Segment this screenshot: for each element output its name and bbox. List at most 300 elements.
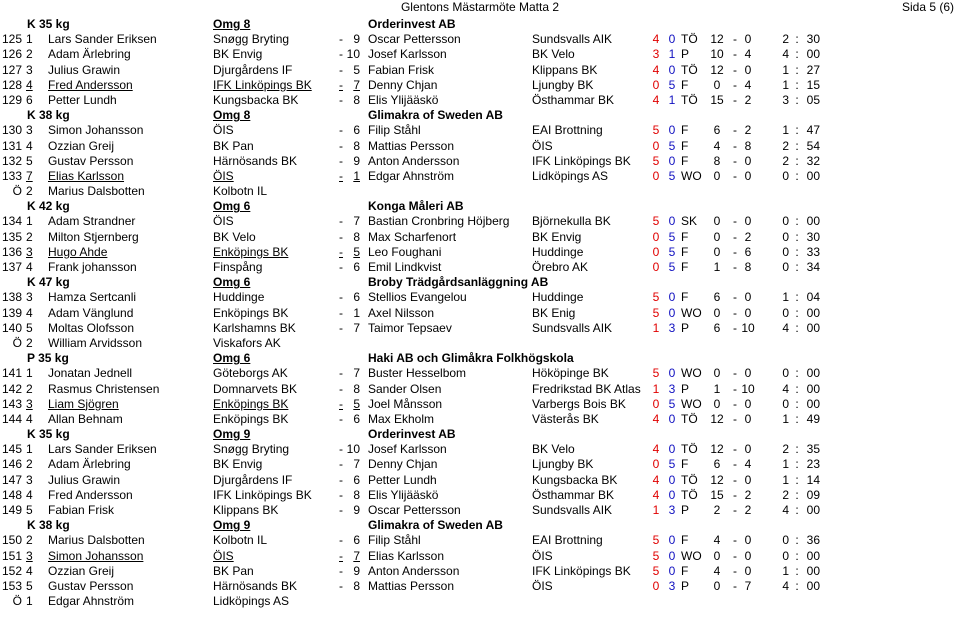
wrestler2-number: 8: [353, 381, 360, 396]
result-code: WO: [681, 305, 702, 320]
match-number: 151: [2, 548, 23, 563]
wrestler2-name: Josef Karlsson: [368, 47, 447, 62]
score-1: 0: [713, 578, 721, 593]
versus-dash: -: [339, 260, 343, 274]
wrestler2-name: Denny Chjan: [368, 77, 438, 92]
weight-class: K 47 kg: [27, 275, 70, 290]
classification-points-1: 5: [652, 290, 660, 305]
versus-dash: -: [339, 32, 343, 47]
classification-points-1: 0: [652, 168, 660, 183]
versus-dash: -: [339, 123, 343, 138]
wrestler2-number: 6: [353, 411, 360, 426]
score-dash: -: [733, 442, 737, 457]
wrestler2-number: 7: [353, 77, 360, 92]
wrestler1-club: Härnösands BK: [213, 153, 298, 168]
score-1: 12: [710, 472, 724, 487]
classification-points-1: 4: [652, 92, 660, 107]
classification-points-2: 5: [668, 457, 676, 472]
round-label: Omg 6: [213, 275, 251, 290]
wrestler1-name: Elias Karlsson: [48, 168, 125, 183]
result-code: F: [681, 563, 689, 578]
time-seconds: 00: [806, 47, 820, 62]
match-number: 147: [2, 472, 23, 487]
wrestler2-name: Elis Ylijääskö: [368, 487, 439, 502]
wrestler1-name: Hamza Sertcanli: [48, 290, 137, 305]
score-2: 0: [744, 290, 752, 305]
score-1: 12: [710, 411, 724, 426]
wrestler1-name: Hugo Ahde: [48, 244, 108, 259]
wrestler2-name: Buster Hesselbom: [368, 366, 467, 381]
time-seconds: 34: [806, 260, 820, 274]
wrestler1-name: Julius Grawin: [48, 62, 121, 77]
classification-points-2: 0: [668, 472, 676, 487]
sponsor-label: Haki AB och Glimåkra Folkhögskola: [368, 351, 574, 366]
classification-points-1: 4: [652, 442, 660, 457]
wrestler2-name: Axel Nilsson: [368, 305, 435, 320]
sponsor-label: Broby Trädgårdsanläggning AB: [368, 275, 549, 290]
wrestler2-number: 5: [353, 396, 360, 411]
classification-points-1: 0: [652, 457, 660, 472]
time-colon: :: [795, 457, 799, 472]
time-minutes: 0: [782, 260, 789, 274]
time-minutes: 1: [782, 62, 789, 77]
time-colon: :: [795, 442, 799, 457]
versus-dash: -: [339, 381, 343, 396]
wrestler1-number: 2: [26, 335, 33, 350]
classification-points-2: 1: [668, 92, 676, 107]
time-minutes: 1: [782, 411, 789, 426]
round-label: Omg 8: [213, 108, 251, 123]
classification-points-1: 5: [652, 563, 660, 578]
versus-dash: -: [339, 366, 343, 381]
wrestler1-club: Lidköpings AS: [213, 594, 290, 609]
category-header: [0, 17, 960, 32]
time-colon: :: [795, 138, 799, 153]
classification-points-2: 0: [668, 153, 676, 168]
time-colon: :: [795, 123, 799, 138]
classification-points-2: 0: [668, 533, 676, 548]
score-1: 8: [713, 153, 721, 168]
classification-points-1: 0: [652, 229, 660, 244]
result-code: F: [681, 153, 689, 168]
wrestler1-club: Enköpings BK: [213, 305, 289, 320]
wrestler2-name: Filip Ståhl: [368, 533, 421, 548]
wrestler1-name: Jonatan Jednell: [48, 366, 133, 381]
sponsor-label: Glimakra of Sweden AB: [368, 518, 503, 533]
result-code: TÖ: [681, 92, 698, 107]
score-2: 0: [744, 32, 752, 47]
bye-row: [0, 184, 960, 199]
result-code: TÖ: [681, 487, 698, 502]
wrestler1-club: ÖIS: [213, 548, 234, 563]
time-seconds: 00: [806, 563, 820, 578]
classification-points-2: 3: [668, 320, 676, 335]
classification-points-1: 1: [652, 503, 660, 517]
time-colon: :: [795, 563, 799, 578]
versus-dash: -: [339, 487, 343, 502]
time-colon: :: [795, 472, 799, 487]
wrestler1-club: Snøgg Bryting: [213, 32, 290, 47]
versus-dash: -: [339, 168, 343, 183]
score-2: 0: [744, 168, 752, 183]
time-minutes: 0: [782, 244, 789, 259]
match-row: [0, 473, 960, 488]
match-row: [0, 457, 960, 472]
result-code: F: [681, 533, 689, 548]
time-minutes: 3: [782, 92, 789, 107]
wrestler2-name: Max Scharfenort: [368, 229, 457, 244]
wrestler1-club: Kolbotn IL: [213, 184, 268, 199]
match-number: 146: [2, 457, 23, 472]
classification-points-2: 3: [668, 381, 676, 396]
score-1: 12: [710, 62, 724, 77]
wrestler2-club: Kungsbacka BK: [532, 472, 618, 487]
classification-points-2: 0: [668, 32, 676, 47]
wrestler1-number: 2: [26, 457, 33, 472]
match-number: 141: [2, 366, 23, 381]
score-dash: -: [733, 503, 737, 517]
time-minutes: 1: [782, 563, 789, 578]
match-number: 138: [2, 290, 23, 305]
score-dash: -: [733, 290, 737, 305]
classification-points-2: 0: [668, 563, 676, 578]
round-label: Omg 6: [213, 351, 251, 366]
match-row: [0, 412, 960, 427]
wrestler1-name: Marius Dalsbotten: [48, 184, 145, 199]
versus-dash: -: [339, 214, 343, 229]
versus-dash: -: [339, 396, 343, 411]
result-code: P: [681, 578, 690, 593]
classification-points-1: 1: [652, 381, 660, 396]
score-dash: -: [733, 457, 737, 472]
wrestler1-number: 3: [26, 244, 33, 259]
result-code: TÖ: [681, 62, 698, 77]
classification-points-2: 0: [668, 442, 676, 457]
score-1: 0: [713, 229, 721, 244]
result-code: WO: [681, 168, 702, 183]
match-row: [0, 366, 960, 381]
classification-points-1: 5: [652, 533, 660, 548]
wrestler1-number: 4: [26, 411, 33, 426]
classification-points-2: 5: [668, 260, 676, 274]
time-minutes: 2: [782, 138, 789, 153]
classification-points-1: 0: [652, 260, 660, 274]
classification-points-1: 1: [652, 320, 660, 335]
versus-dash: -: [339, 503, 343, 517]
classification-points-1: 3: [652, 47, 660, 62]
wrestler2-club: Örebro AK: [532, 260, 589, 274]
wrestler2-club: EAI Brottning: [532, 533, 603, 548]
sponsor-label: Orderinvest AB: [368, 427, 456, 442]
match-number: 150: [2, 533, 23, 548]
wrestler2-number: 1: [353, 305, 360, 320]
result-code: TÖ: [681, 32, 698, 47]
time-minutes: 4: [782, 47, 789, 62]
wrestler1-name: Adam Ärlebring: [48, 457, 131, 472]
wrestler1-name: Moltas Olofsson: [48, 320, 135, 335]
wrestler1-number: 3: [26, 290, 33, 305]
wrestler2-club: IFK Linköpings BK: [532, 563, 631, 578]
time-seconds: 00: [806, 548, 820, 563]
match-number: 128: [2, 77, 23, 92]
versus-dash: -: [339, 411, 343, 426]
result-code: F: [681, 138, 689, 153]
wrestler1-club: IFK Linköpings BK: [213, 77, 312, 92]
time-minutes: 1: [782, 123, 789, 138]
score-1: 4: [713, 563, 721, 578]
wrestler1-club: Härnösands BK: [213, 578, 298, 593]
score-dash: -: [733, 153, 737, 168]
wrestler1-number: 1: [26, 594, 33, 609]
result-code: F: [681, 260, 689, 274]
wrestler2-name: Stellios Evangelou: [368, 290, 467, 305]
match-row: [0, 503, 960, 518]
versus-dash: -: [339, 92, 343, 107]
wrestler2-club: Västerås BK: [532, 411, 599, 426]
wrestler2-club: Östhammar BK: [532, 92, 615, 107]
match-number: 145: [2, 442, 23, 457]
wrestler1-club: BK Envig: [213, 457, 263, 472]
wrestler2-club: Sundsvalls AIK: [532, 32, 613, 47]
score-1: 0: [713, 396, 721, 411]
classification-points-2: 5: [668, 138, 676, 153]
wrestler1-club: Karlshamns BK: [213, 320, 296, 335]
wrestler1-club: Snøgg Bryting: [213, 442, 290, 457]
wrestler1-club: Djurgårdens IF: [213, 62, 293, 77]
score-dash: -: [733, 244, 737, 259]
wrestler2-name: Fabian Frisk: [368, 62, 435, 77]
wrestler2-name: Mattias Persson: [368, 578, 455, 593]
score-dash: -: [733, 214, 737, 229]
time-minutes: 4: [782, 503, 789, 517]
score-1: 0: [713, 244, 721, 259]
score-2: 2: [744, 92, 752, 107]
result-code: TÖ: [681, 442, 698, 457]
score-1: 10: [710, 47, 724, 62]
wrestler1-name: William Arvidsson: [48, 335, 143, 350]
time-colon: :: [795, 305, 799, 320]
round-label: Omg 8: [213, 17, 251, 31]
score-1: 4: [713, 533, 721, 548]
time-colon: :: [795, 32, 799, 47]
versus-dash: -: [339, 62, 343, 77]
wrestler2-club: ÖIS: [532, 548, 553, 563]
result-code: TÖ: [681, 472, 698, 487]
time-seconds: 00: [806, 396, 820, 411]
time-minutes: 2: [782, 32, 789, 47]
category-header: [0, 275, 960, 290]
time-colon: :: [795, 396, 799, 411]
time-seconds: 27: [806, 62, 820, 77]
match-row: [0, 230, 960, 245]
wrestler2-number: 6: [353, 290, 360, 305]
result-code: TÖ: [681, 411, 698, 426]
wrestler1-club: Enköpings BK: [213, 411, 289, 426]
classification-points-2: 0: [668, 62, 676, 77]
wrestler2-name: Anton Andersson: [368, 563, 460, 578]
wrestler1-number: 1: [26, 442, 33, 457]
match-number: 137: [2, 260, 23, 274]
match-row: [0, 488, 960, 503]
time-colon: :: [795, 487, 799, 502]
wrestler2-club: Huddinge: [532, 290, 584, 305]
classification-points-1: 5: [652, 214, 660, 229]
score-dash: -: [733, 548, 737, 563]
score-dash: -: [733, 396, 737, 411]
match-number: 139: [2, 305, 23, 320]
wrestler1-name: Milton Stjernberg: [48, 229, 139, 244]
time-colon: :: [795, 168, 799, 183]
wrestler1-club: IFK Linköpings BK: [213, 487, 312, 502]
score-dash: -: [733, 411, 737, 426]
time-minutes: 1: [782, 457, 789, 472]
time-colon: :: [795, 77, 799, 92]
wrestler2-number: 7: [353, 366, 360, 381]
result-code: F: [681, 229, 689, 244]
score-dash: -: [733, 381, 737, 396]
classification-points-2: 0: [668, 411, 676, 426]
versus-dash: -: [339, 77, 343, 92]
time-seconds: 47: [806, 123, 820, 138]
time-seconds: 00: [806, 168, 820, 183]
wrestler1-name: Adam Strandner: [48, 214, 136, 229]
bye-row: [0, 336, 960, 351]
wrestler2-number: 6: [353, 260, 360, 274]
wrestler1-name: Ozzian Greij: [48, 563, 115, 578]
score-2: 0: [744, 396, 752, 411]
score-dash: -: [733, 47, 737, 62]
result-code: P: [681, 47, 690, 62]
classification-points-2: 0: [668, 123, 676, 138]
wrestler1-number: 2: [26, 47, 33, 62]
match-row: [0, 290, 960, 305]
wrestler2-number: 8: [353, 487, 360, 502]
time-seconds: 00: [806, 366, 820, 381]
score-1: 0: [713, 548, 721, 563]
classification-points-2: 0: [668, 366, 676, 381]
wrestler2-name: Max Ekholm: [368, 411, 435, 426]
match-list: [0, 17, 960, 609]
wrestler1-club: Enköpings BK: [213, 396, 289, 411]
wrestler2-club: IFK Linköpings BK: [532, 153, 631, 168]
classification-points-2: 0: [668, 290, 676, 305]
classification-points-1: 0: [652, 77, 660, 92]
score-2: 0: [744, 366, 752, 381]
score-2: 4: [744, 77, 752, 92]
wrestler2-club: Sundsvalls AIK: [532, 503, 613, 517]
score-1: 0: [713, 77, 721, 92]
match-number: 134: [2, 214, 23, 229]
wrestler1-number: 1: [26, 366, 33, 381]
category-header: [0, 199, 960, 214]
wrestler1-name: Liam Sjögren: [48, 396, 119, 411]
wrestler1-name: Adam Vänglund: [48, 305, 134, 320]
score-2: 0: [744, 153, 752, 168]
score-1: 12: [710, 442, 724, 457]
result-code: P: [681, 381, 690, 396]
time-colon: :: [795, 290, 799, 305]
time-minutes: 4: [782, 578, 789, 593]
wrestler1-club: Djurgårdens IF: [213, 472, 293, 487]
match-row: [0, 397, 960, 412]
wrestler1-number: 3: [26, 548, 33, 563]
time-minutes: 0: [782, 396, 789, 411]
time-seconds: 00: [806, 320, 820, 335]
score-2: 8: [744, 138, 752, 153]
wrestler1-number: 1: [26, 32, 33, 47]
wrestler1-number: 5: [26, 578, 33, 593]
wrestler1-club: Domnarvets BK: [213, 381, 298, 396]
wrestler2-club: BK Envig: [532, 229, 582, 244]
wrestler1-club: BK Velo: [213, 229, 256, 244]
classification-points-2: 5: [668, 396, 676, 411]
match-row: [0, 93, 960, 108]
time-colon: :: [795, 411, 799, 426]
classification-points-1: 0: [652, 396, 660, 411]
match-row: [0, 154, 960, 169]
result-code: WO: [681, 548, 702, 563]
time-colon: :: [795, 503, 799, 517]
wrestler2-name: Sander Olsen: [368, 381, 442, 396]
wrestler2-club: Ljungby BK: [532, 457, 594, 472]
wrestler2-name: Mattias Persson: [368, 138, 455, 153]
category-header: [0, 351, 960, 366]
wrestler1-number: 2: [26, 533, 33, 548]
classification-points-2: 0: [668, 214, 676, 229]
versus-dash: -: [339, 457, 343, 472]
score-2: 0: [744, 62, 752, 77]
match-row: [0, 533, 960, 548]
classification-points-2: 0: [668, 487, 676, 502]
time-seconds: 00: [806, 503, 820, 517]
time-minutes: 0: [782, 548, 789, 563]
match-number: Ö: [12, 184, 22, 199]
result-code: WO: [681, 396, 702, 411]
score-2: 8: [744, 260, 752, 274]
classification-points-1: 0: [652, 578, 660, 593]
score-1: 1: [713, 381, 721, 396]
time-colon: :: [795, 153, 799, 168]
time-minutes: 1: [782, 472, 789, 487]
wrestler1-club: Enköpings BK: [213, 244, 289, 259]
wrestler2-number: 8: [353, 92, 360, 107]
wrestler2-name: Taimor Tepsaev: [368, 320, 452, 335]
match-row: [0, 245, 960, 260]
wrestler1-name: Julius Grawin: [48, 472, 121, 487]
wrestler1-name: Rasmus Christensen: [48, 381, 160, 396]
result-code: F: [681, 244, 689, 259]
classification-points-1: 4: [652, 472, 660, 487]
result-code: F: [681, 123, 689, 138]
wrestler1-club: ÖIS: [213, 214, 234, 229]
wrestler2-club: Ljungby BK: [532, 77, 594, 92]
wrestler2-club: Huddinge: [532, 244, 584, 259]
wrestler1-name: Lars Sander Eriksen: [48, 442, 157, 457]
wrestler2-club: EAI Brottning: [532, 123, 603, 138]
classification-points-2: 0: [668, 548, 676, 563]
time-colon: :: [795, 229, 799, 244]
match-number: 125: [2, 32, 23, 47]
wrestler2-club: Hököpinge BK: [532, 366, 609, 381]
wrestler2-number: 1: [353, 168, 360, 183]
wrestler2-number: 8: [353, 229, 360, 244]
time-seconds: 14: [806, 472, 820, 487]
wrestler2-number: 8: [353, 578, 360, 593]
document-title: Glentons Mästarmöte Matta 2: [400, 0, 560, 14]
classification-points-1: 4: [652, 411, 660, 426]
wrestler2-name: Emil Lindkvist: [368, 260, 442, 274]
wrestler1-club: Göteborgs AK: [213, 366, 288, 381]
